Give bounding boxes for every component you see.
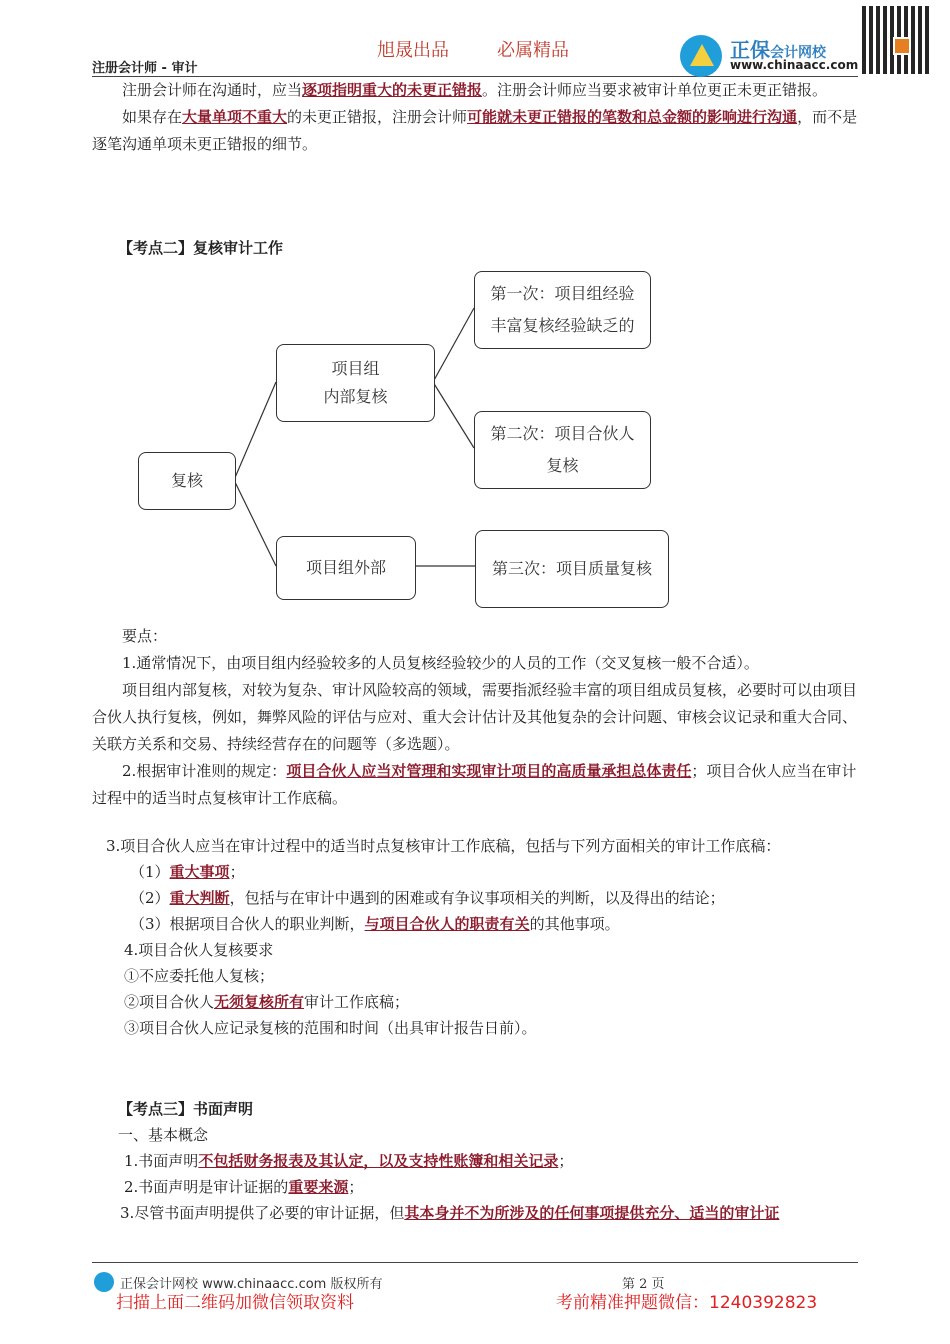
connector-internal-second [433,382,474,448]
point-4: 4.项目合伙人复核要求 [124,941,274,959]
section-title-review: 【考点二】复核审计工作 [118,239,284,257]
point-1-detail: 项目组内部复核，对较为复杂、审计风险较高的领域，需要指派经验丰富的项目组成员复核，必要时可以由项目合伙人执行复核，例如，舞弊风险的评估与应对、重大会计估计及其他复杂的会计问题、审核会议记录和重大合同、关联方关系和交易、持续经营存在的问题等（多选题）。 [92,681,858,753]
connector-internal-first [433,308,474,382]
intro-paragraph-1: 注册会计师在沟通时，应当逐项指明重大的未更正错报。注册会计师应当要求被审计单位更正未更正错报。 [122,81,828,99]
point-4-item-3: ③项目合伙人应记录复核的范围和时间（出具审计报告日前）。 [124,1019,537,1037]
point-4-item-2: ②项目合伙人无须复核所有审计工作底稿； [124,993,410,1011]
point-3-item-1: （1）重大事项； [130,863,245,881]
section-title-written-rep: 【考点三】书面声明 [118,1100,254,1118]
points-label: 要点： [122,627,168,645]
page-number: 第 2 页 [622,1277,665,1292]
diagram-node-root: 复核 [138,452,236,510]
brand-url: www.chinaacc.com [730,58,859,72]
point-3-item-2: （2）重大判断，包括与在审计中遇到的困难或有争议事项相关的判断，以及得出的结论； [130,889,725,907]
header-slogan-left: 旭晟出品 [377,40,449,61]
point-3: 3.项目合伙人应当在审计过程中的适当时点复核审计工作底稿，包括与下列方面相关的审计工作底稿： [106,837,781,855]
brand-name: 正保会计网校 [730,38,826,62]
concept-item-3: 3.尽管书面声明提供了必要的审计证据，但其本身并不为所涉及的任何事项提供充分、适当的审计证 [120,1204,780,1222]
course-title: 注册会计师 - 审计 [92,61,198,76]
basic-concepts-heading: 一、基本概念 [118,1126,209,1144]
footer-copyright: 正保会计网校 www.chinaacc.com 版权所有 [120,1277,383,1292]
footer-divider [92,1262,858,1263]
connector-root-internal [234,382,276,480]
review-points [92,623,858,812]
section-written-representations [118,1096,863,1226]
point-4-item-1: ①不应委托他人复核； [124,967,275,985]
review-point-3-list [106,833,866,1041]
intro-paragraph-2: 如果存在大量单项不重大的未更正错报，注册会计师可能就未更正错报的笔数和总金额的影响进行沟通，而不是逐笔沟通单项未更正错报的细节。 [92,108,858,153]
diagram-node-third-review: 第三次：项目质量复核 [475,530,669,608]
diagram-node-internal: 项目组 内部复核 [276,344,435,422]
promo-qr-text: 扫描上面二维码加微信领取资料 [116,1293,354,1313]
header-slogan-right: 必属精品 [497,40,569,61]
point-3-item-3: （3）根据项目合伙人的职业判断，与项目合伙人的职责有关的其他事项。 [130,915,620,933]
diagram-node-first-review: 第一次：项目组经验 丰富复核经验缺乏的 [474,271,651,349]
point-1: 1.通常情况下，由项目组内经验较多的人员复核经验较少的人员的工作（交叉复核一般不合适）。 [122,654,759,672]
promo-wechat-text: 考前精准押题微信：1240392823 [556,1293,818,1313]
diagram-node-second-review: 第二次：项目合伙人 复核 [474,411,651,489]
connector-root-external [234,480,276,566]
diagram-node-external: 项目组外部 [276,536,416,600]
concept-item-1: 1.书面声明不包括财务报表及其认定，以及支持性账簿和相关记录； [124,1152,574,1170]
concept-item-2: 2.书面声明是审计证据的重要来源； [124,1178,364,1196]
point-2: 2.根据审计准则的规定：项目合伙人应当对管理和实现审计项目的高质量承担总体责任；项目合伙人应当在审计过程中的适当时点复核审计工作底稿。 [92,762,857,807]
footer-logo-icon [94,1272,114,1292]
